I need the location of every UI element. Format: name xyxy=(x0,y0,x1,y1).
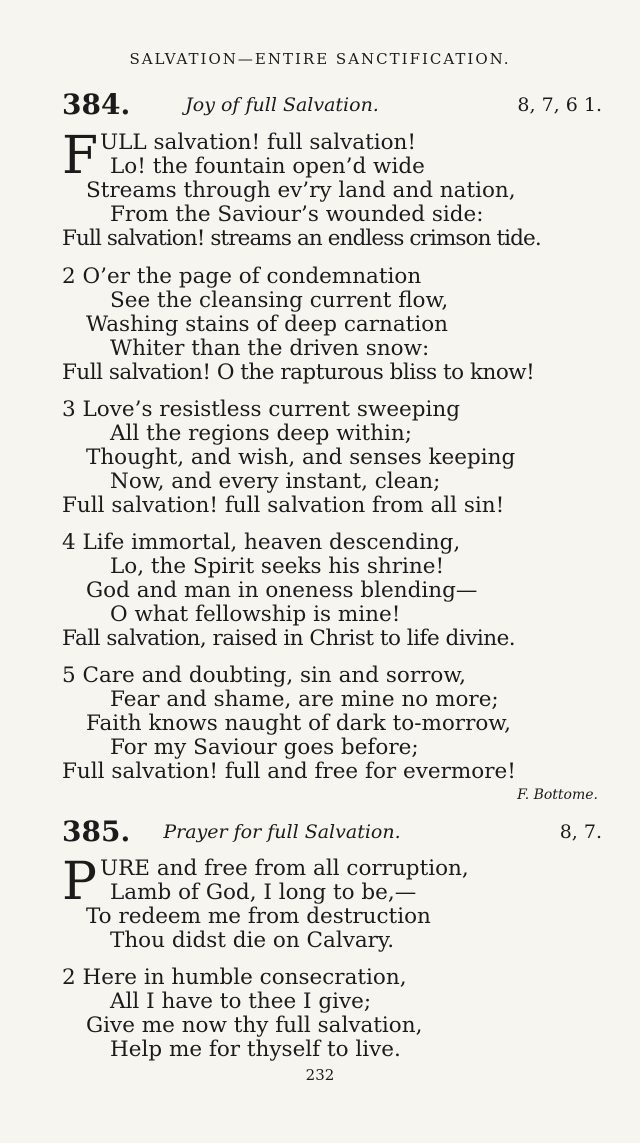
verse-line: Full salvation! full salvation from all sin! xyxy=(62,493,505,518)
drop-cap: F xyxy=(62,126,99,186)
running-head: SALVATION—ENTIRE SANCTIFICATION. xyxy=(129,50,511,68)
verse-line: Full salvation! full and free for evermore! xyxy=(62,759,516,784)
verse-line: Faith knows naught of dark to-morrow, xyxy=(86,711,511,736)
verse-line: 3 Love’s resistless current sweeping xyxy=(62,397,461,422)
verse-line: God and man in oneness blending— xyxy=(86,578,478,603)
verse-line: All the regions deep within; xyxy=(110,421,412,446)
drop-cap: P xyxy=(62,852,97,912)
verse-line: Fall salvation, raised in Christ to life divine. xyxy=(62,626,516,651)
verse-line: Whiter than the driven snow: xyxy=(110,336,430,361)
verse-line: Streams through ev’ry land and nation, xyxy=(86,178,516,203)
verse-line: 5 Care and doubting, sin and sorrow, xyxy=(62,663,467,688)
verse-line: Full salvation! O the rapturous bliss to know! xyxy=(62,360,535,385)
hymn-number: 385. xyxy=(62,815,131,848)
verse-line: Now, and every instant, clean; xyxy=(110,469,441,494)
hymn-meter: 8, 7, 6 1. xyxy=(517,94,602,116)
verse-line: Thought, and wish, and senses keeping xyxy=(86,445,516,470)
verse-line: Washing stains of deep carnation xyxy=(86,312,448,337)
verse-line: From the Saviour’s wounded side: xyxy=(110,202,484,227)
verse-line: Give me now thy full salvation, xyxy=(86,1013,423,1038)
verse-line: See the cleansing current flow, xyxy=(110,288,449,313)
hymn-384-header xyxy=(62,88,602,122)
verse-line: Thou didst die on Calvary. xyxy=(110,928,395,953)
verse-line: Lo! the fountain open’d wide xyxy=(110,154,425,179)
verse-line: Help me for thyself to live. xyxy=(110,1037,401,1062)
verse-line: Lamb of God, I long to be,— xyxy=(110,880,417,905)
hymn-title: Joy of full Salvation. xyxy=(185,94,379,116)
page-number: 232 xyxy=(305,1066,335,1084)
hymn-385-header xyxy=(62,815,602,849)
verse-line: Fear and shame, are mine no more; xyxy=(110,687,499,712)
verse-line: To redeem me from destruction xyxy=(86,904,431,929)
verse-line: Lo, the Spirit seeks his shrine! xyxy=(110,554,445,579)
hymn-meter: 8, 7. xyxy=(559,821,602,843)
verse-line: 4 Life immortal, heaven descending, xyxy=(62,530,461,555)
hymn-title: Prayer for full Salvation. xyxy=(163,821,401,843)
verse-line: O what fellowship is mine! xyxy=(110,602,401,627)
verse-line: 2 Here in humble consecration, xyxy=(62,965,407,990)
verse-line: URE and free from all corruption, xyxy=(100,856,469,881)
verse-line: ULL salvation! full salvation! xyxy=(100,130,417,155)
hymn-number: 384. xyxy=(62,88,131,121)
verse-line: For my Saviour goes before; xyxy=(110,735,419,760)
hymn-author: F. Bottome. xyxy=(517,787,598,803)
verse-line: 2 O’er the page of condemnation xyxy=(62,264,422,289)
verse-line: Full salvation! streams an endless crimson tide. xyxy=(62,226,541,251)
verse-line: All I have to thee I give; xyxy=(110,989,372,1014)
